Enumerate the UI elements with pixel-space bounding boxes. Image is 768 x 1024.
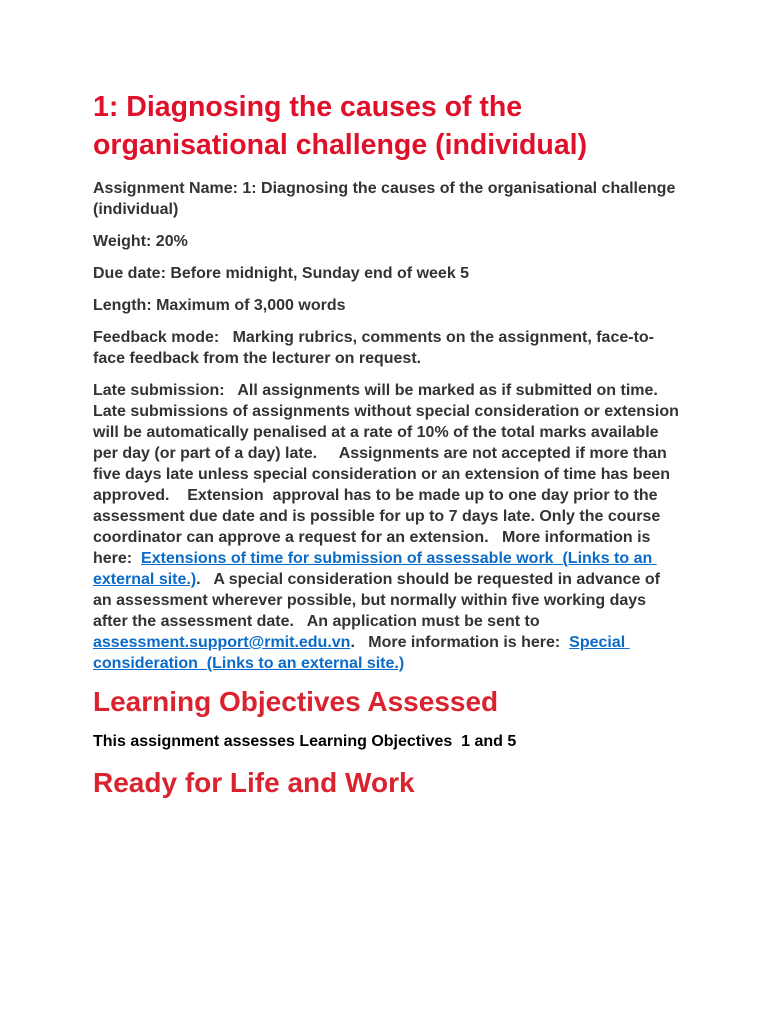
extensions-link[interactable]: Extensions of time for submission of assessable work (Links to an external site.) [93, 550, 657, 588]
late-submission-text-1: Late submission: All assignments will be marked as if submitted on time. Late submissions of assignments without special consideration or extension will be automatically penalised at a rate of 10% of the total marks available per day (or part of a day) late. Assignments are not accepted if more than five days late unless special consideration or an extension of time has been approved. Extension approval has to be made up to one day prior to the assessment due date and is possible for up to 7 days late. Only the course coordinator can approve a request for an extension. More information is here: [93, 382, 684, 567]
weight: Weight: 20% [93, 233, 188, 250]
due-date: Due date: Before midnight, Sunday end of week 5 [93, 265, 470, 282]
learning-objectives-heading: Learning Objectives Assessed [93, 686, 499, 717]
assignment-name: Assignment Name: 1: Diagnosing the causes of the organisational challenge (individual) [93, 180, 680, 218]
objectives-text: This assignment assesses Learning Objectives 1 and 5 [93, 733, 517, 750]
late-submission-text-2: . A special consideration should be requested in advance of an assessment wherever possible, but normally within five working days after the assessment date. An application must be sent to [93, 571, 665, 630]
document-page [93, 88, 683, 812]
email-link[interactable]: assessment.support@rmit.edu.vn [93, 634, 351, 651]
feedback-mode: Feedback mode: Marking rubrics, comments on the assignment, face-to-face feedback from the lecturer on request. [93, 329, 655, 367]
length: Length: Maximum of 3,000 words [93, 297, 346, 314]
ready-for-life-heading: Ready for Life and Work [93, 767, 415, 798]
late-submission [93, 380, 683, 674]
page-title: 1: Diagnosing the causes of the organisational challenge (individual) [93, 91, 588, 161]
special-consideration-link[interactable]: Special consideration (Links to an external site.) [93, 634, 630, 672]
late-submission-text-3: . More information is here: [350, 634, 570, 651]
